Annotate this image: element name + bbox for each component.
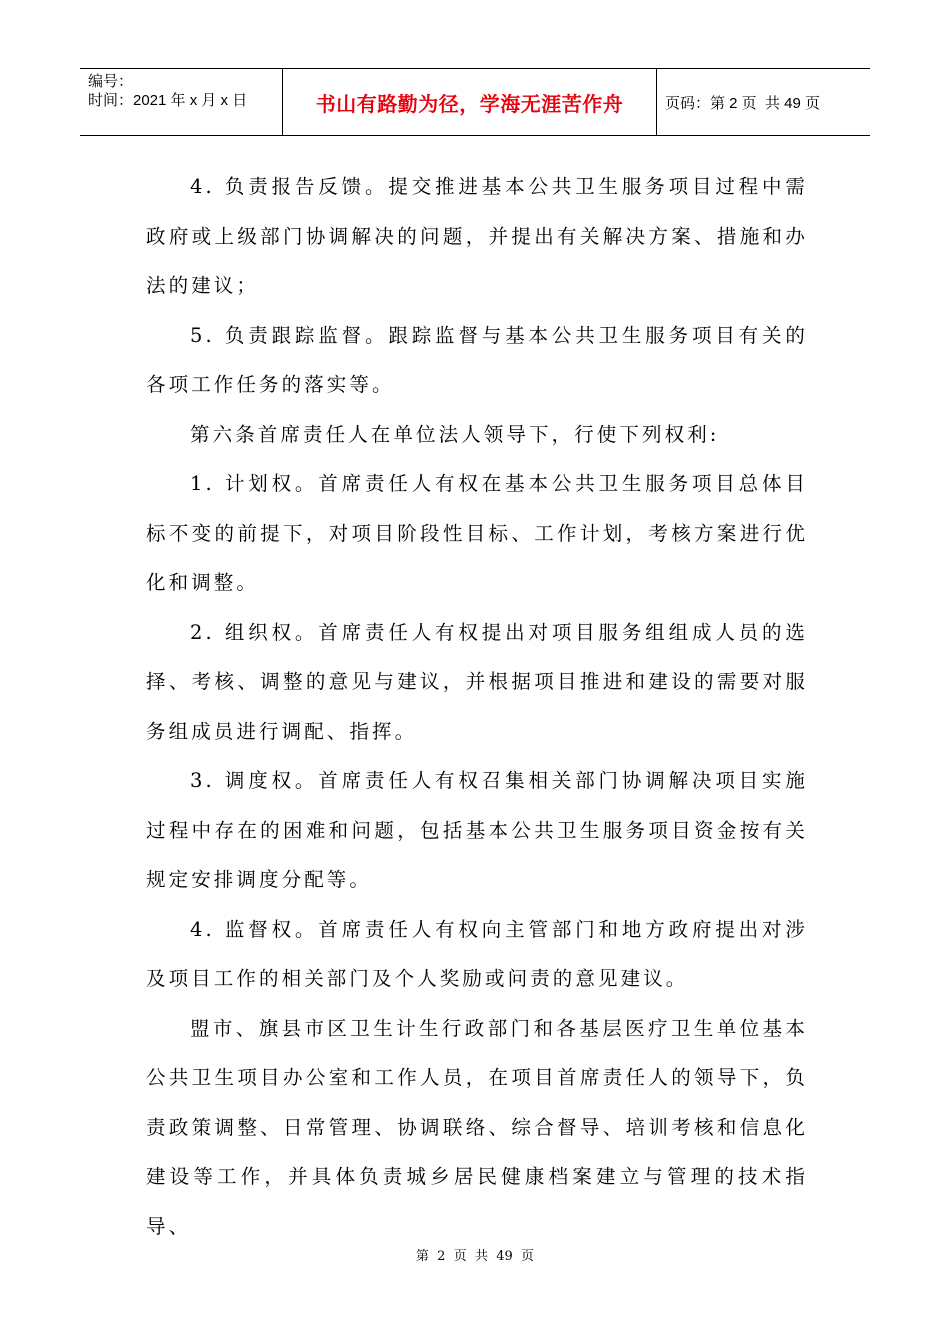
page-header — [80, 68, 870, 136]
paragraph: 3. 调度权。首席责任人有权召集相关部门协调解决项目实施过程中存在的困难和问题，包括基本公共卫生服务项目资金按有关规定安排调度分配等。 — [146, 769, 808, 891]
paragraph: 5. 负责跟踪监督。跟踪监督与基本公共卫生服务项目有关的各项工作任务的落实等。 — [146, 323, 808, 396]
paragraph: 盟市、旗县市区卫生计生行政部门和各基层医疗卫生单位基本公共卫生项目办公室和工作人员，在项目首席责任人的领导下，负责政策调整、日常管理、协调联络、综合督导、培训考核和信息化建设等工作，并具体负责城乡居民健康档案建立与管理的技术指导、 — [146, 1016, 808, 1238]
header-page-number: 页码：第 2 页 共 49 页 — [665, 94, 821, 112]
document-body — [146, 162, 808, 1251]
header-page-cell — [657, 69, 870, 135]
header-motto: 书山有路勤为径，学海无涯苦作舟 — [315, 91, 624, 116]
paragraph: 1. 计划权。首席责任人有权在基本公共卫生服务项目总体目标不变的前提下，对项目阶段性目标、工作计划，考核方案进行优化和调整。 — [146, 472, 808, 594]
document-number-label: 编号： — [88, 73, 134, 90]
paragraph: 4. 监督权。首席责任人有权向主管部门和地方政府提出对涉及项目工作的相关部门及个人奖励或问责的意见建议。 — [146, 917, 808, 990]
document-date-label: 时间：2021 年 x 月 x 日 — [88, 92, 248, 109]
page-footer: 第 2 页 共 49 页 — [415, 1249, 535, 1264]
header-meta-cell — [80, 69, 283, 135]
header-motto-cell — [283, 69, 657, 135]
paragraph: 4. 负责报告反馈。提交推进基本公共卫生服务项目过程中需政府或上级部门协调解决的问题，并提出有关解决方案、措施和办法的建议； — [146, 175, 808, 297]
paragraph: 第六条首席责任人在单位法人领导下，行使下列权利: — [190, 422, 720, 446]
paragraph: 2. 组织权。首席责任人有权提出对项目服务组组成人员的选择、考核、调整的意见与建议，并根据项目推进和建设的需要对服务组成员进行调配、指挥。 — [146, 620, 808, 743]
